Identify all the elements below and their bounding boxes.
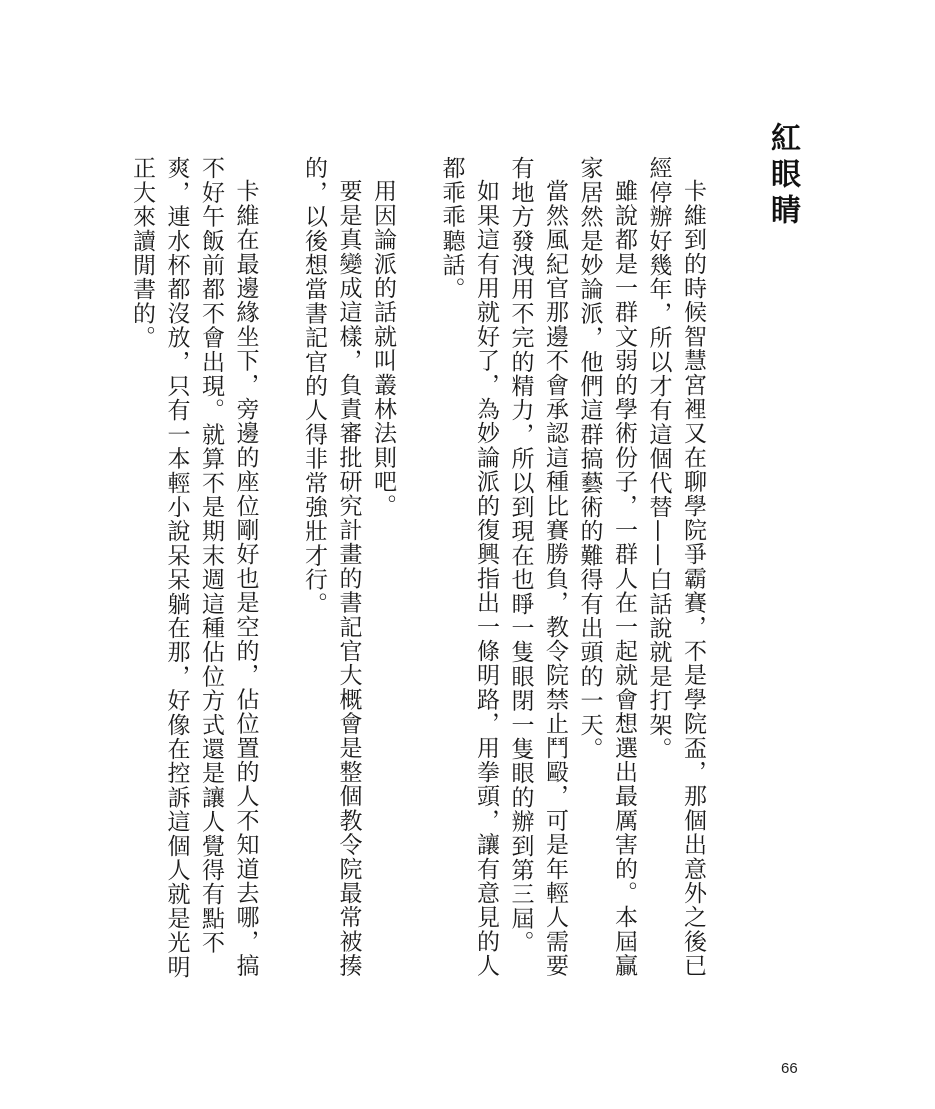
paragraph: 當然風紀官那邊不會承認這種比賽勝負，教令院禁止鬥毆，可是年輕人需要有地方發洩用不完的精力，所以到現在也睜一隻眼閉一隻眼的辦到第三屆。 — [507, 156, 568, 978]
paragraph: 用因論派的話就叫叢林法則吧。 — [370, 179, 396, 518]
paragraph: 如果這有用就好了，為妙論派的復興指出一條明路，用拳頭，讓有意見的人都乖乖聽話。 — [438, 156, 499, 978]
paragraph: 卡維到的時候智慧宮裡又在聊學院爭霸賽，不是學院盃，那個出意外之後已經停辦好幾年，所以才有這個代替——白話說就是打架。 — [645, 156, 706, 978]
chapter-title: 紅眼睛 — [765, 122, 800, 230]
paragraph: 卡維在最邊緣坐下，旁邊的座位剛好也是空的，佔位置的人不知道去哪，搞不好午飯前都不會出現。就算不是期末週這種佔位方式還是讓人覺得有點不爽，連水杯都沒放，只有一本輕小說呆呆躺在那，好像在控訴這個人就是光明正大來讀閒書的。 — [129, 156, 259, 979]
paragraph: 要是真變成這樣，負責審批研究計畫的書記官大概會是整個教令院最常被揍的，以後想當書記官的人得非常強壯才行。 — [301, 156, 362, 978]
paragraph: 雖說都是一群文弱的學術份子，一群人在一起就會想選出最厲害的。本屆贏家居然是妙論派，他們這群搞藝術的難得有出頭的一天。 — [576, 156, 637, 978]
page-number: 66 — [781, 1060, 798, 1077]
chapter-body — [125, 156, 711, 986]
